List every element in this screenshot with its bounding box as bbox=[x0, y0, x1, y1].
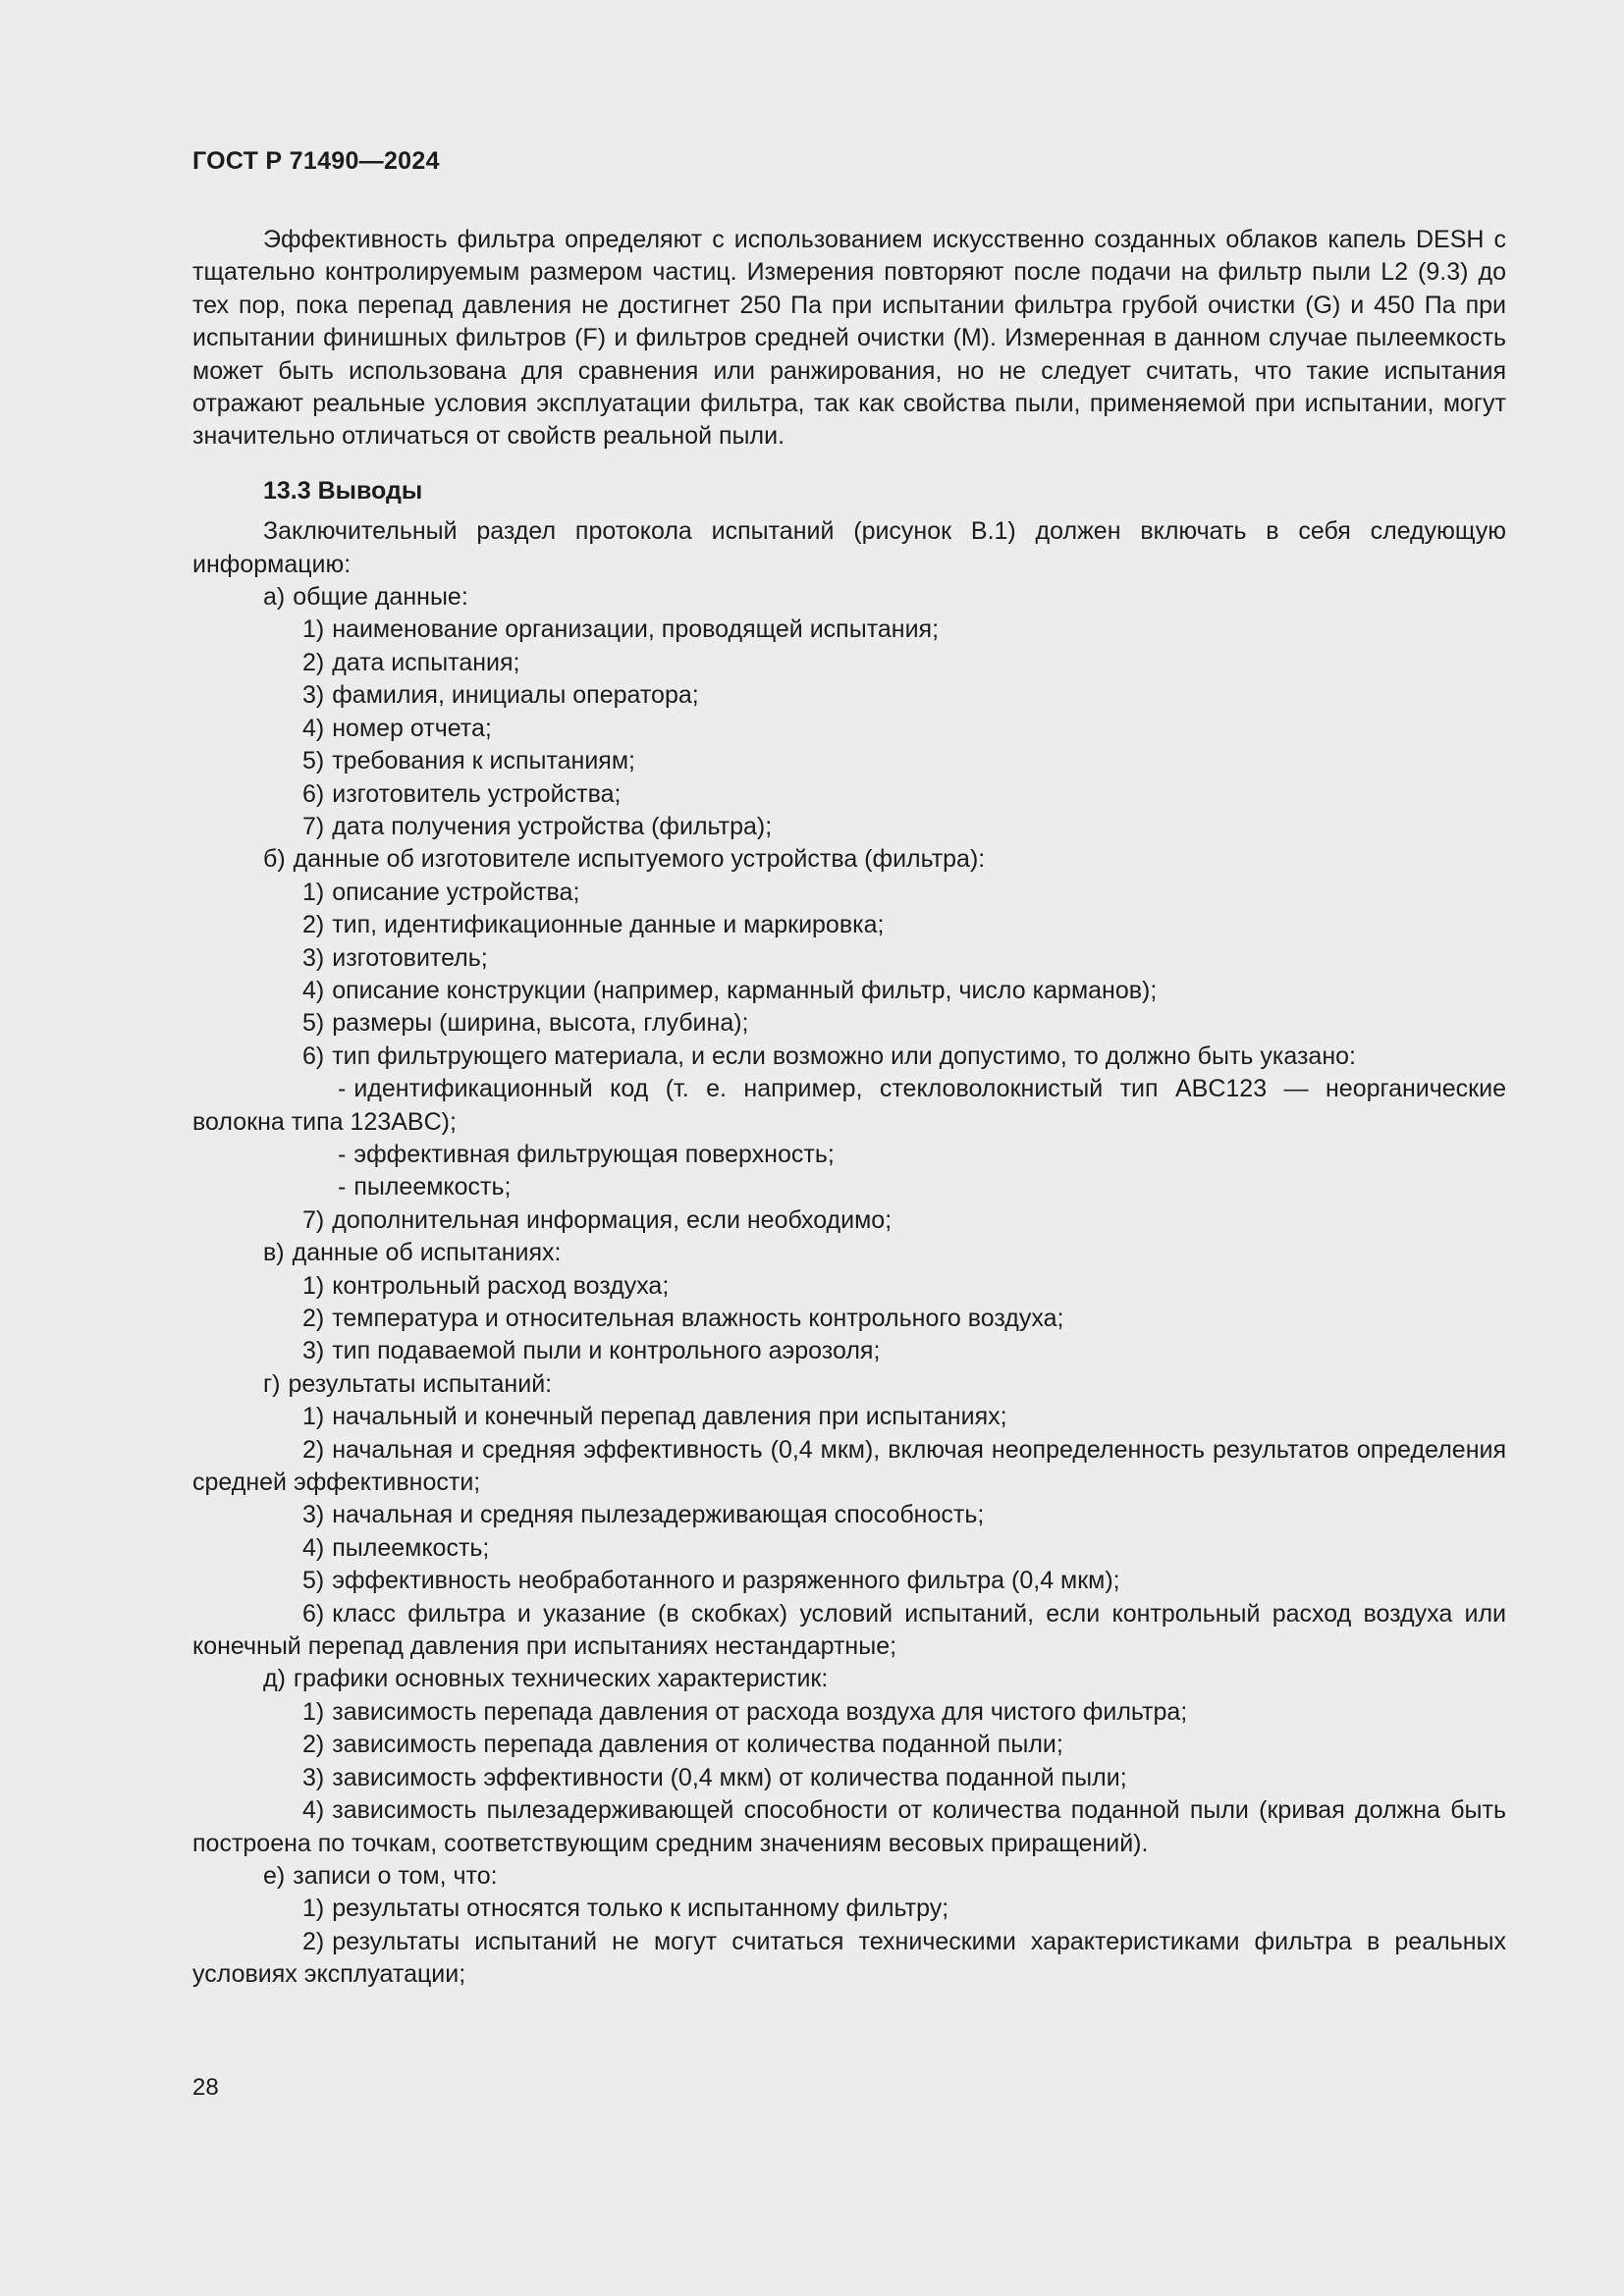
section-lead: Заключительный раздел протокола испытаний (рисунок В.1) должен включать в себя следующую информацию: bbox=[192, 517, 1506, 578]
list-item bbox=[192, 1171, 1506, 1203]
list-item bbox=[192, 1073, 1506, 1139]
list-item bbox=[192, 679, 1506, 712]
list-item bbox=[192, 1926, 1506, 1992]
list-item bbox=[192, 1204, 1506, 1237]
list-item-text: изготовитель устройства; bbox=[332, 779, 622, 808]
list-item-marker: 2) bbox=[302, 1435, 325, 1464]
list-item-text: начальная и средняя эффективность (0,4 мкм), включая неопределенность результатов определения средней эффективности; bbox=[192, 1435, 1506, 1497]
list-item-text: зависимость перепада давления от расхода воздуха для чистого фильтра; bbox=[332, 1697, 1188, 1726]
list-item bbox=[192, 1401, 1506, 1433]
list-item bbox=[192, 1434, 1506, 1500]
list-item bbox=[192, 1729, 1506, 1761]
list-item-text: температура и относительная влажность контрольного воздуха; bbox=[332, 1305, 1064, 1332]
list-item-marker: 2) bbox=[302, 648, 325, 676]
list-item bbox=[192, 581, 1506, 614]
list-item bbox=[192, 1860, 1506, 1893]
list-item-marker: 7) bbox=[302, 812, 325, 840]
list-item-text: дата получения устройства (фильтра); bbox=[332, 812, 773, 840]
list-item bbox=[192, 1237, 1506, 1269]
list-item-marker: - bbox=[338, 1140, 347, 1168]
list-item-text: описание конструкции (например, карманный фильтр, число карманов); bbox=[332, 976, 1158, 1004]
list-item bbox=[192, 647, 1506, 679]
list-item-marker: 5) bbox=[302, 1009, 325, 1038]
list-item-text: графики основных технических характеристик: bbox=[293, 1665, 829, 1693]
list-item-marker: 3) bbox=[302, 1501, 325, 1529]
list-item bbox=[192, 778, 1506, 811]
list-item-text: пылеемкость; bbox=[332, 1533, 490, 1562]
list-item bbox=[192, 1499, 1506, 1531]
list-item-text: зависимость пылезадерживающей способности от количества поданной пыли (кривая должна быть построена по точкам, соответствующим средним значениям весовых приращений). bbox=[192, 1796, 1506, 1857]
list-item bbox=[192, 909, 1506, 941]
list-item-text: идентификационный код (т. е. например, стекловолокнистый тип ABC123 — неорганические волокна типа 123ABC); bbox=[192, 1075, 1506, 1136]
list-item-text: контрольный расход воздуха; bbox=[332, 1271, 670, 1300]
list-item-text: тип, идентификационные данные и маркировка; bbox=[332, 911, 885, 939]
list-item-text: данные об изготовителе испытуемого устройства (фильтра): bbox=[293, 845, 986, 874]
document-header: ГОСТ Р 71490—2024 bbox=[192, 147, 440, 175]
list-item-text: результаты испытаний не могут считаться техническими характеристиками фильтра в реальных условиях эксплуатации; bbox=[192, 1927, 1506, 1989]
list-item bbox=[192, 1762, 1506, 1794]
list-item-marker: 1) bbox=[302, 1271, 325, 1300]
list-item-text: размеры (ширина, высота, глубина); bbox=[332, 1009, 749, 1038]
list-item-marker: е) bbox=[263, 1861, 286, 1890]
list-item-text: начальный и конечный перепад давления при испытаниях; bbox=[332, 1403, 1007, 1431]
list-item-marker: а) bbox=[263, 583, 286, 612]
list-item-marker: - bbox=[338, 1075, 347, 1103]
list-item-text: изготовитель; bbox=[332, 943, 488, 972]
list-item-marker: 1) bbox=[302, 1895, 325, 1923]
list-item-text: наименование организации, проводящей испытания; bbox=[332, 615, 940, 644]
list-item bbox=[192, 713, 1506, 745]
list-item bbox=[192, 1007, 1506, 1040]
list-item-text: дата испытания; bbox=[332, 648, 520, 676]
list-item-text: результаты относятся только к испытанному фильтру; bbox=[332, 1895, 949, 1923]
list-item-marker: 4) bbox=[302, 1533, 325, 1562]
intro-paragraph: Эффективность фильтра определяют с использованием искусственно созданных облаков капель DESH с тщательно контролируемым размером частиц. Измерения повторяют после подачи на фильтр пыли L2 (9.3) до тех пор, пока перепад давления не достигнет 250 Па при испытании фильтра грубой очистки (G) и 450 Па при испытании финишных фильтров (F) и фильтров средней очистки (M). Измеренная в данном случае пылеемкость может быть использована для сравнения или ранжирования, но не следует считать, что такие испытания отражают реальные условия эксплуатации фильтра, так как свойства пыли, применяемой при испытании, могут значительно отличаться от свойств реальной пыли. bbox=[192, 226, 1506, 451]
list-item-marker: 4) bbox=[302, 714, 325, 742]
list-item-marker: 2) bbox=[302, 911, 325, 939]
list-item bbox=[192, 1565, 1506, 1597]
list-item-text: пылеемкость; bbox=[353, 1173, 512, 1201]
list-item bbox=[192, 1532, 1506, 1565]
list-item bbox=[192, 1368, 1506, 1401]
list-item bbox=[192, 843, 1506, 876]
list-item bbox=[192, 1139, 1506, 1171]
list-item bbox=[192, 1041, 1506, 1073]
list-item-text: начальная и средняя пылезадерживающая способность; bbox=[332, 1501, 985, 1529]
list-item bbox=[192, 1303, 1506, 1335]
list-item bbox=[192, 614, 1506, 646]
list-item-marker: 6) bbox=[302, 779, 325, 808]
list-item-marker: 1) bbox=[302, 1403, 325, 1431]
list-item-text: тип фильтрующего материала, и если возможно или допустимо, то должно быть указано: bbox=[332, 1041, 1356, 1070]
list-item-text: тип подаваемой пыли и контрольного аэрозоля; bbox=[332, 1337, 881, 1365]
page-number: 28 bbox=[192, 2074, 219, 2101]
list-item-marker: д) bbox=[263, 1665, 286, 1693]
list-item bbox=[192, 1335, 1506, 1367]
list-item bbox=[192, 1598, 1506, 1664]
list-item-marker: 4) bbox=[302, 976, 325, 1004]
list-item-text: зависимость эффективности (0,4 мкм) от количества поданной пыли; bbox=[332, 1763, 1127, 1791]
page-content bbox=[192, 224, 1506, 1992]
list-item-marker: 7) bbox=[302, 1205, 325, 1234]
list-item bbox=[192, 811, 1506, 843]
requirements-list bbox=[192, 581, 1506, 1991]
list-item-marker: 1) bbox=[302, 878, 325, 906]
list-item-marker: 2) bbox=[302, 1731, 325, 1759]
list-item-text: дополнительная информация, если необходимо; bbox=[332, 1205, 893, 1234]
list-item-text: результаты испытаний: bbox=[288, 1369, 553, 1398]
list-item-marker: 1) bbox=[302, 1697, 325, 1726]
list-item bbox=[192, 1663, 1506, 1695]
list-item-text: записи о том, что: bbox=[293, 1861, 498, 1890]
list-item-marker: 3) bbox=[302, 1337, 325, 1365]
list-item-marker: б) bbox=[263, 845, 286, 874]
list-item-text: общие данные: bbox=[293, 583, 468, 612]
list-item-marker: в) bbox=[263, 1239, 285, 1267]
list-item-marker: 5) bbox=[302, 1567, 325, 1595]
list-item-marker: 3) bbox=[302, 681, 325, 710]
list-item-text: зависимость перепада давления от количества поданной пыли; bbox=[332, 1731, 1063, 1759]
list-item bbox=[192, 1270, 1506, 1303]
list-item bbox=[192, 1696, 1506, 1729]
list-item-text: эффективность необработанного и разряженного фильтра (0,4 мкм); bbox=[332, 1567, 1120, 1595]
list-item-text: эффективная фильтрующая поверхность; bbox=[353, 1140, 835, 1168]
list-item-text: фамилия, инициалы оператора; bbox=[332, 681, 699, 710]
list-item-text: данные об испытаниях: bbox=[292, 1239, 562, 1267]
list-item bbox=[192, 1794, 1506, 1860]
list-item bbox=[192, 975, 1506, 1007]
list-item-marker: 1) bbox=[302, 615, 325, 644]
list-item-marker: 6) bbox=[302, 1599, 325, 1628]
list-item-text: требования к испытаниям; bbox=[332, 747, 635, 775]
list-item-marker: 3) bbox=[302, 1763, 325, 1791]
list-item-marker: - bbox=[338, 1173, 347, 1201]
list-item bbox=[192, 942, 1506, 975]
list-item-marker: 5) bbox=[302, 747, 325, 775]
list-item-text: класс фильтра и указание (в скобках) условий испытаний, если контрольный расход воздуха или конечный перепад давления при испытаниях нестандартные; bbox=[192, 1599, 1506, 1661]
list-item-marker: 3) bbox=[302, 943, 325, 972]
list-item-text: номер отчета; bbox=[332, 714, 492, 742]
list-item bbox=[192, 877, 1506, 909]
list-item-text: описание устройства; bbox=[332, 878, 580, 906]
section-heading: 13.3 Выводы bbox=[263, 476, 423, 505]
list-item-marker: 4) bbox=[302, 1796, 325, 1825]
list-item-marker: 6) bbox=[302, 1041, 325, 1070]
list-item-marker: 2) bbox=[302, 1305, 325, 1332]
list-item bbox=[192, 1893, 1506, 1925]
list-item-marker: 2) bbox=[302, 1927, 325, 1955]
list-item bbox=[192, 745, 1506, 777]
list-item-marker: г) bbox=[263, 1369, 281, 1398]
